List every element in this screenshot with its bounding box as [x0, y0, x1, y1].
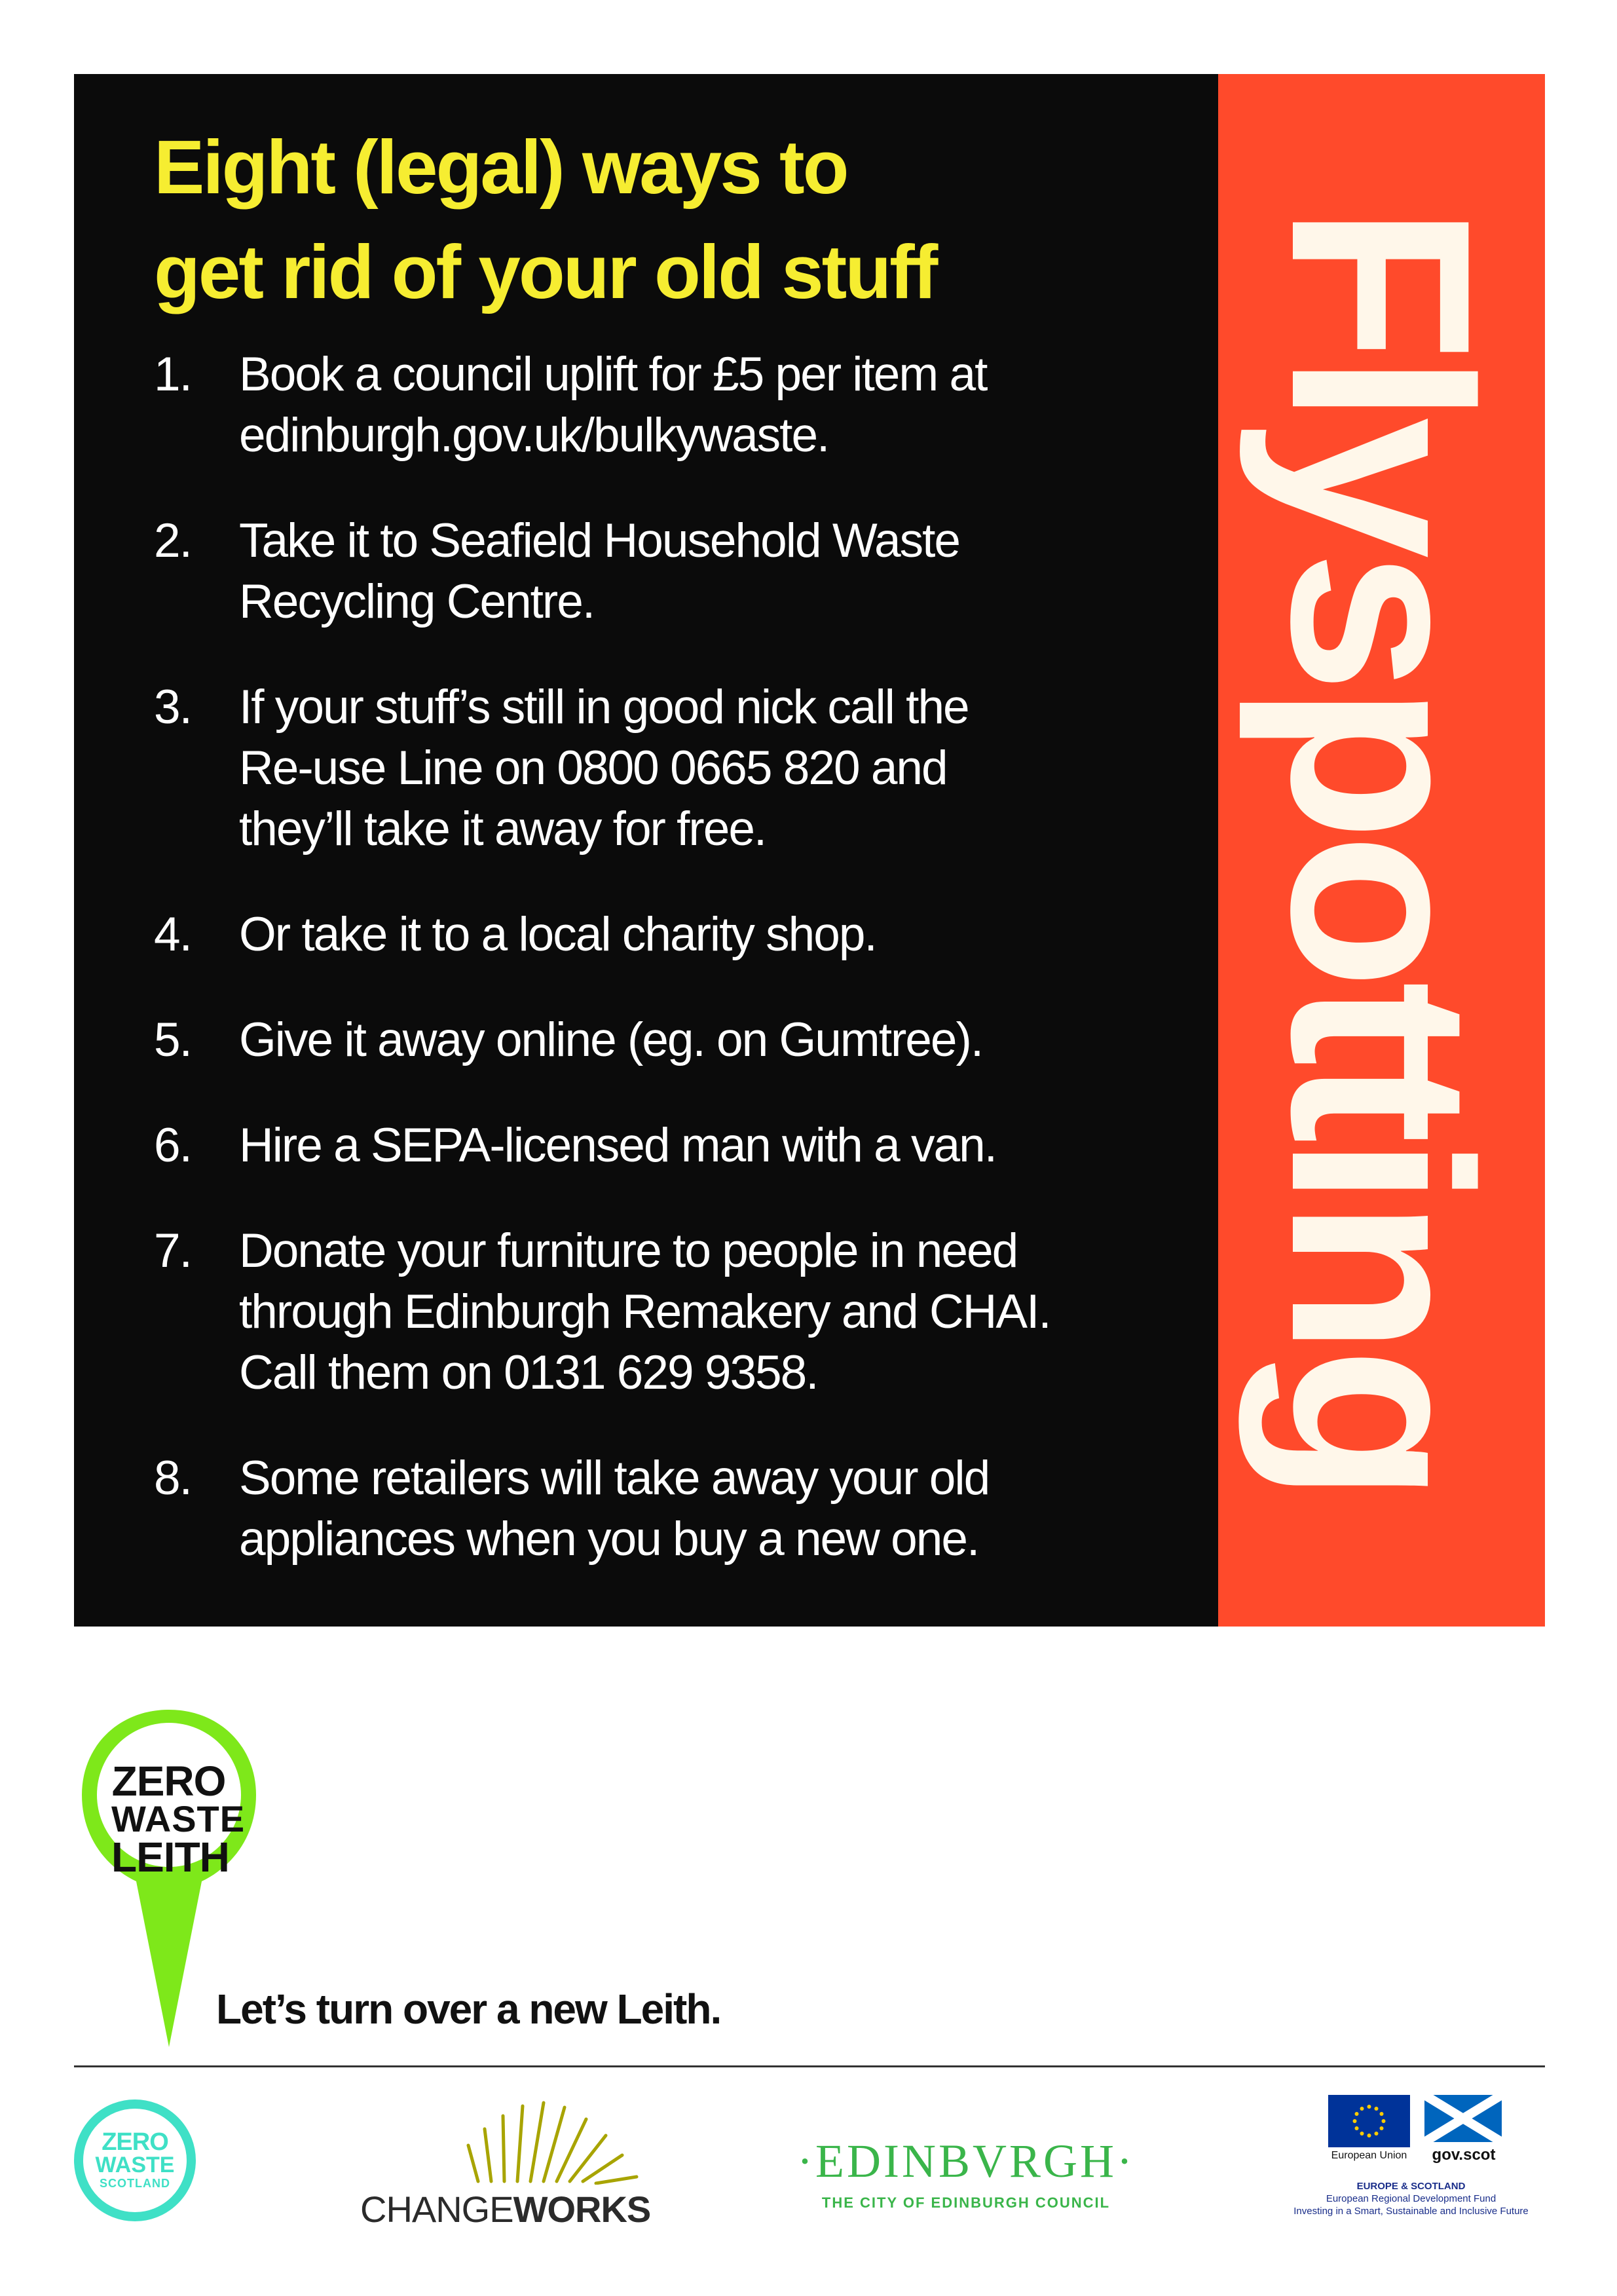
vertical-title: Flyspotting	[1238, 205, 1525, 1496]
item-number: 3.	[154, 681, 191, 734]
item-text	[239, 510, 1202, 632]
item-line: Hire a SEPA-licensed man with a van.	[239, 1119, 997, 1172]
item-line: Re-use Line on 0800 0665 820 and	[239, 742, 947, 795]
edinburgh-subtitle: THE CITY OF EDINBURGH COUNCIL	[821, 2194, 1111, 2211]
item-text	[239, 677, 1202, 859]
flyspotting-band	[1218, 74, 1545, 1627]
zws-line-1: ZERO	[102, 2128, 168, 2156]
item-line: Recycling Centre.	[239, 575, 595, 628]
item-line: Call them on 0131 629 9358.	[239, 1346, 818, 1399]
item-line: appliances when you buy a new one.	[239, 1513, 979, 1566]
item-line: Take it to Seafield Household Waste	[239, 514, 959, 567]
item-text	[239, 904, 1202, 965]
item-text	[239, 344, 1202, 466]
zws-line-2: WASTE	[95, 2153, 175, 2177]
changeworks-logo	[360, 2188, 650, 2230]
list-item	[154, 1448, 1202, 1570]
item-number: 8.	[154, 1452, 191, 1505]
item-line: through Edinburgh Remakery and CHAI.	[239, 1285, 1050, 1338]
eu-flag-icon	[1328, 2095, 1410, 2147]
item-number: 1.	[154, 348, 191, 401]
edinburgh-logo: ·EDINBVRGH·	[797, 2135, 1135, 2187]
sun-rays-icon	[465, 2099, 642, 2185]
eu-label: European Union	[1331, 2150, 1407, 2161]
item-number: 5.	[154, 1013, 191, 1066]
list-item	[154, 1220, 1202, 1403]
zwl-line-2: WASTE	[111, 1798, 246, 1839]
item-line: Book a council uplift for £5 per item at	[239, 348, 987, 401]
zwl-line-1: ZERO	[111, 1758, 226, 1805]
erdf-text	[1277, 2180, 1545, 2217]
zwl-line-3: LEITH	[111, 1834, 229, 1881]
list-item	[154, 1115, 1202, 1176]
item-line: Or take it to a local charity shop.	[239, 908, 876, 961]
item-line: they’ll take it away for free.	[239, 802, 766, 856]
item-text	[239, 1009, 1202, 1070]
item-number: 6.	[154, 1119, 191, 1172]
saltire-flag-icon	[1424, 2095, 1502, 2142]
poster-headline	[154, 115, 1202, 324]
list-item	[154, 677, 1202, 859]
item-line: Give it away online (eg. on Gumtree).	[239, 1013, 983, 1066]
item-number: 7.	[154, 1224, 191, 1277]
zws-line-3: SCOTLAND	[100, 2177, 170, 2190]
list-item	[154, 904, 1202, 965]
item-number: 4.	[154, 908, 191, 961]
gov-scot-label: gov.scot	[1432, 2146, 1496, 2164]
item-text	[239, 1220, 1202, 1403]
headline-line-2: get rid of your old stuff	[154, 229, 937, 314]
erdf-line-1: EUROPE & SCOTLAND	[1356, 2181, 1466, 2192]
footer-divider	[74, 2065, 1545, 2067]
changeworks-part2: WORKS	[513, 2189, 651, 2230]
item-line: If your stuff’s still in good nick call the	[239, 681, 969, 734]
ways-list	[154, 344, 1202, 1614]
item-line: Some retailers will take away your old	[239, 1452, 990, 1505]
item-text	[239, 1115, 1202, 1176]
list-item	[154, 344, 1202, 466]
list-item	[154, 1009, 1202, 1070]
list-item	[154, 510, 1202, 632]
zero-waste-leith-logo	[111, 1758, 246, 1881]
erdf-line-2: European Regional Development Fund	[1326, 2193, 1496, 2204]
headline-line-1: Eight (legal) ways to	[154, 124, 847, 210]
item-line: Donate your furniture to people in need	[239, 1224, 1018, 1277]
changeworks-part1: CHANGE	[360, 2189, 513, 2230]
item-text	[239, 1448, 1202, 1570]
item-number: 2.	[154, 514, 191, 567]
item-line: edinburgh.gov.uk/bulkywaste.	[239, 409, 829, 462]
erdf-line-3: Investing in a Smart, Sustainable and Inclusive Future	[1293, 2206, 1529, 2217]
tagline: Let’s turn over a new Leith.	[216, 1985, 721, 2033]
zero-waste-scotland-logo	[74, 2099, 196, 2221]
